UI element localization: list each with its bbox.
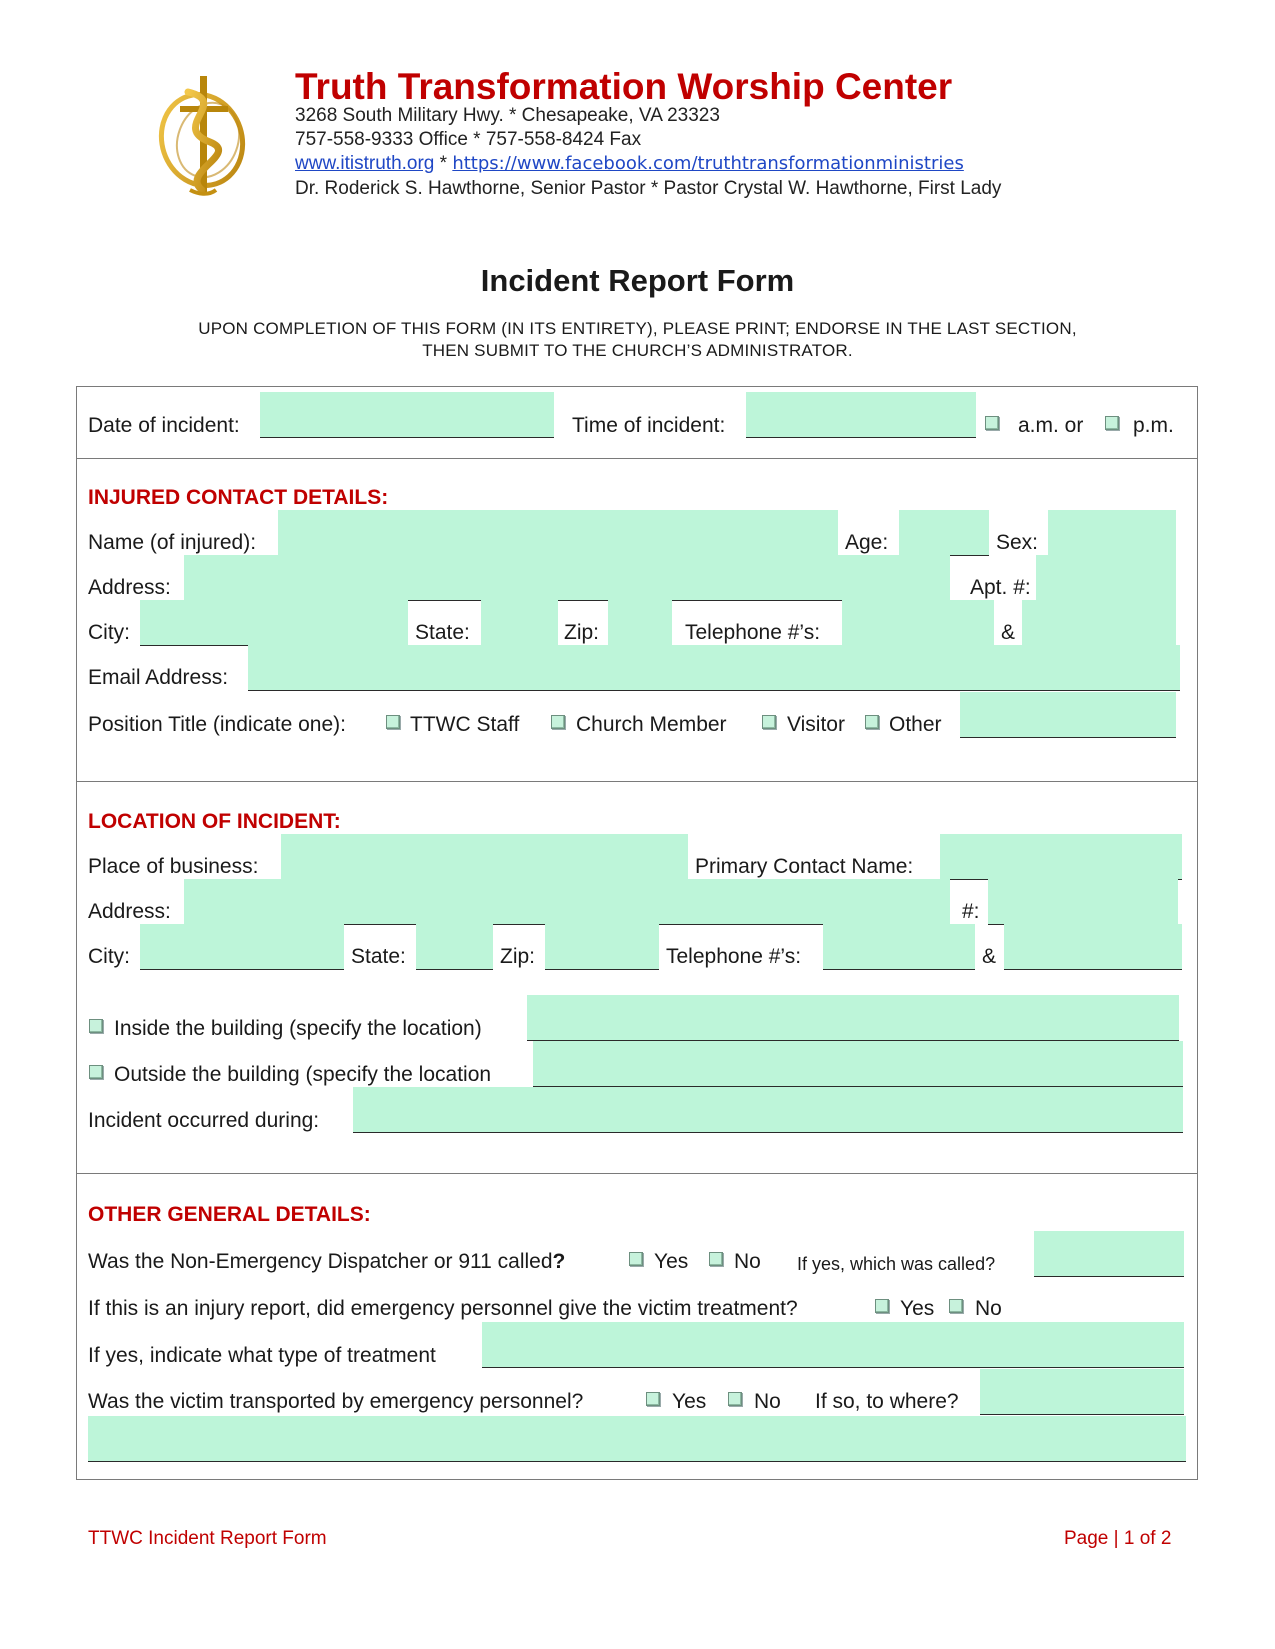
transported-where-label: If so, to where? — [815, 1390, 959, 1413]
business-field[interactable] — [281, 834, 688, 880]
pastors-line: Dr. Roderick S. Hawthorne, Senior Pastor * Pastor Crystal W. Hawthorne, First Lady — [295, 178, 1002, 199]
injured-address-label: Address: — [88, 576, 171, 599]
treatment-type-label: If yes, indicate what type of treatment — [88, 1344, 436, 1367]
footer-form-name: TTWC Incident Report Form — [88, 1528, 327, 1549]
date-of-incident-field[interactable] — [260, 392, 554, 438]
position-visitor-label: Visitor — [787, 713, 845, 736]
treatment-yes-checkbox[interactable] — [875, 1299, 889, 1313]
location-phone-field-1[interactable] — [823, 924, 975, 970]
organization-name: Truth Transformation Worship Center — [295, 66, 953, 107]
injured-name-label: Name (of injured): — [88, 531, 257, 554]
dispatcher-yes-checkbox[interactable] — [629, 1252, 643, 1266]
section-divider — [76, 781, 1198, 782]
facebook-link[interactable]: https://www.facebook.com/truthtransformationministries — [452, 153, 964, 174]
outside-building-label: Outside the building (specify the location — [114, 1063, 492, 1086]
occurred-during-field[interactable] — [353, 1087, 1183, 1133]
question-mark: ? — [552, 1250, 566, 1273]
location-phone-field-2[interactable] — [1004, 924, 1182, 970]
treatment-no-label: No — [975, 1297, 1002, 1320]
section-divider — [76, 1173, 1198, 1174]
apt-field[interactable] — [1036, 555, 1176, 601]
church-phone: 757-558-9333 Office * 757-558-8424 Fax — [295, 129, 642, 150]
transported-yes-label: Yes — [672, 1390, 707, 1413]
location-phone-label: Telephone #’s: — [666, 945, 802, 968]
am-checkbox[interactable] — [985, 416, 999, 430]
location-state-label: State: — [351, 945, 406, 968]
dispatcher-question-label — [88, 1250, 565, 1274]
footer-page-number: Page | 1 of 2 — [1064, 1528, 1172, 1549]
location-address-field[interactable] — [184, 879, 950, 925]
email-field[interactable] — [248, 645, 1180, 691]
treatment-yes-label: Yes — [900, 1297, 935, 1320]
instructions-line-2: THEN SUBMIT TO THE CHURCH’S ADMINISTRATOR. — [422, 341, 853, 360]
injured-section-heading: INJURED CONTACT DETAILS: — [88, 486, 389, 509]
transported-yes-checkbox[interactable] — [646, 1392, 660, 1406]
injured-name-field[interactable] — [278, 510, 838, 556]
position-staff-label: TTWC Staff — [410, 713, 520, 736]
age-field[interactable] — [899, 510, 989, 556]
dispatcher-yes-label: Yes — [654, 1250, 689, 1273]
location-amp: & — [982, 945, 997, 968]
injured-amp: & — [1001, 621, 1016, 644]
location-city-label: City: — [88, 945, 130, 968]
outside-building-field[interactable] — [533, 1041, 1183, 1087]
outside-building-checkbox[interactable] — [89, 1065, 103, 1079]
location-address-label: Address: — [88, 900, 171, 923]
position-staff-checkbox[interactable] — [386, 715, 400, 729]
inside-building-label: Inside the building (specify the location) — [114, 1017, 482, 1040]
injured-phone-label: Telephone #’s: — [685, 621, 821, 644]
injured-zip-label: Zip: — [564, 621, 600, 644]
injured-state-field[interactable] — [481, 600, 558, 646]
website-link[interactable]: www.itistruth.org — [295, 153, 435, 174]
apt-label: Apt. #: — [970, 576, 1031, 599]
location-num-field[interactable] — [988, 879, 1178, 925]
injured-city-field[interactable] — [140, 600, 408, 646]
email-label: Email Address: — [88, 666, 229, 689]
location-num-label: #: — [962, 900, 980, 923]
inside-building-field[interactable] — [527, 995, 1179, 1041]
location-city-field[interactable] — [140, 924, 344, 970]
occurred-during-label: Incident occurred during: — [88, 1109, 320, 1132]
dispatcher-question-text: Was the Non-Emergency Dispatcher or 911 called — [88, 1250, 553, 1273]
dispatcher-followup-label: If yes, which was called? — [797, 1254, 996, 1274]
position-member-label: Church Member — [576, 713, 727, 736]
position-member-checkbox[interactable] — [551, 715, 565, 729]
primary-contact-field[interactable] — [940, 834, 1182, 880]
age-label: Age: — [845, 531, 889, 554]
treatment-type-field[interactable] — [482, 1322, 1184, 1368]
location-zip-field[interactable] — [545, 924, 659, 970]
form-title: Incident Report Form — [480, 263, 795, 298]
sex-field[interactable] — [1048, 510, 1176, 556]
transported-where-continued-field[interactable] — [88, 1416, 1186, 1462]
position-other-field[interactable] — [960, 692, 1176, 738]
cross-logo-icon — [150, 72, 262, 202]
dispatcher-no-checkbox[interactable] — [709, 1252, 723, 1266]
link-separator: * — [434, 153, 453, 174]
dispatcher-which-field[interactable] — [1034, 1231, 1184, 1277]
location-state-field[interactable] — [416, 924, 493, 970]
transported-question-label: Was the victim transported by emergency personnel? — [88, 1390, 584, 1413]
date-label: Date of incident: — [88, 414, 240, 437]
injured-city-label: City: — [88, 621, 130, 644]
transported-no-checkbox[interactable] — [728, 1392, 742, 1406]
general-section-heading: OTHER GENERAL DETAILS: — [88, 1203, 371, 1226]
position-other-label: Other — [889, 713, 942, 736]
sex-label: Sex: — [996, 531, 1039, 554]
section-divider — [76, 458, 1198, 459]
am-label: a.m. or — [1018, 414, 1084, 437]
location-zip-label: Zip: — [500, 945, 536, 968]
business-label: Place of business: — [88, 855, 259, 878]
injured-phone-field-2[interactable] — [1022, 600, 1176, 646]
treatment-no-checkbox[interactable] — [949, 1299, 963, 1313]
pm-checkbox[interactable] — [1105, 416, 1119, 430]
transported-where-field[interactable] — [980, 1369, 1184, 1415]
position-visitor-checkbox[interactable] — [762, 715, 776, 729]
dispatcher-no-label: No — [734, 1250, 761, 1273]
position-other-checkbox[interactable] — [865, 715, 879, 729]
time-label: Time of incident: — [572, 414, 726, 437]
injured-state-label: State: — [415, 621, 470, 644]
transported-no-label: No — [754, 1390, 781, 1413]
position-label: Position Title (indicate one): — [88, 713, 346, 736]
instructions-line-1: UPON COMPLETION OF THIS FORM (IN ITS ENTIRETY), PLEASE PRINT; ENDORSE IN THE LAST SECTION, — [198, 319, 1077, 338]
web-links-line — [295, 152, 964, 176]
treatment-question-label: If this is an injury report, did emergency personnel give the victim treatment? — [88, 1297, 798, 1320]
injured-zip-field[interactable] — [608, 600, 672, 646]
primary-contact-label: Primary Contact Name: — [695, 855, 914, 878]
time-of-incident-field[interactable] — [746, 392, 976, 438]
location-section-heading: LOCATION OF INCIDENT: — [88, 810, 341, 833]
injured-address-field[interactable] — [184, 555, 950, 601]
church-address: 3268 South Military Hwy. * Chesapeake, VA 23323 — [295, 105, 720, 126]
pm-label: p.m. — [1133, 414, 1174, 437]
inside-building-checkbox[interactable] — [89, 1019, 103, 1033]
injured-phone-field-1[interactable] — [842, 600, 994, 646]
